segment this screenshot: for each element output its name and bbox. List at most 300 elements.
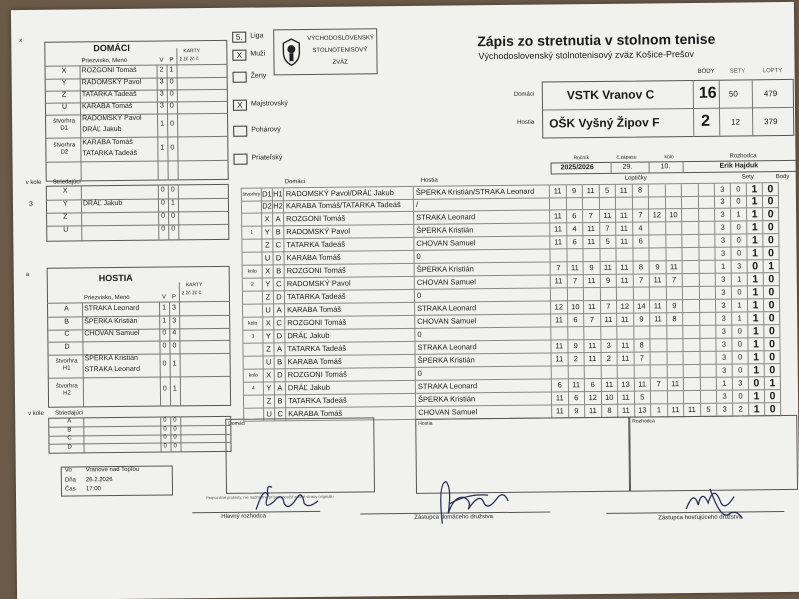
match-ball-score: 6 [567, 236, 584, 249]
match-ball-score: 6 [568, 314, 585, 327]
match-ball-score: 11 [618, 405, 635, 418]
match-ball-score [666, 222, 683, 235]
match-round [242, 213, 262, 226]
match-home-player: KARABA Tomáš [286, 355, 416, 369]
category-checkbox[interactable]: 5. [232, 32, 246, 43]
match-number-b: 10. [660, 163, 671, 171]
match-ball-score: 4 [633, 222, 650, 235]
match-ball-score: 11 [616, 236, 633, 249]
home-sub-wins: 0 [160, 186, 165, 194]
match-ball-score [650, 287, 667, 300]
match-round [242, 200, 262, 213]
page-subtitle: Východoslovenský stolnotenisový zväz Košice-Prešov [478, 48, 695, 62]
match-ball-score: 6 [633, 235, 650, 248]
match-home-player: ROZGONI Tomáš [286, 368, 416, 382]
match-ball-score [568, 366, 585, 379]
category-label: Priateľský [251, 154, 283, 162]
match-ball-score: 7 [600, 223, 617, 236]
category-checkbox[interactable] [233, 154, 247, 165]
match-sets-away: 3 [733, 377, 749, 390]
match-ball-score: 11 [550, 236, 567, 249]
match-home-code: U [264, 356, 275, 369]
match-home-player: KARABA Tomáš [285, 303, 415, 317]
match-ball-score: 9 [584, 262, 601, 275]
match-ball-score [649, 235, 666, 248]
match-away-player: / [414, 197, 550, 211]
remarks-away-label: Hostia [418, 420, 433, 427]
date-value: 26.2.2026 [85, 477, 113, 484]
time-label: Čas [64, 486, 76, 493]
match-ball-score: 11 [552, 392, 569, 405]
match-ball-score [618, 366, 635, 379]
away-player-code: D [64, 343, 70, 351]
category-label: Ženy [250, 72, 267, 80]
away-sub-code: D [67, 444, 72, 451]
match-round: štvorhry [242, 188, 262, 201]
match-ball-score: 5 [634, 391, 651, 404]
match-ball-score [683, 326, 700, 339]
match-ball-score: 11 [551, 314, 568, 327]
match-ball-score [682, 222, 699, 235]
match-round: 3 [243, 330, 263, 343]
match-home-code: U [262, 252, 273, 265]
match-home-code: X [264, 369, 275, 382]
match-ball-score [699, 248, 716, 261]
match-ball-score: 5 [599, 185, 616, 198]
away-sub-wins: 0 [163, 417, 167, 424]
home-sub-code: Y [62, 200, 68, 208]
match-ball-score: 11 [584, 275, 601, 288]
match-sets-away: 1 [732, 299, 748, 312]
home-doubles-losses: 0 [170, 144, 175, 152]
match-ball-score [616, 197, 633, 210]
away-balls: 379 [764, 117, 778, 127]
match-ball-score [633, 287, 650, 300]
category-label: Liga [250, 32, 264, 40]
match-ball-score: 11 [600, 210, 617, 223]
match-ball-score: 11 [616, 223, 633, 236]
match-away-code: H1 [273, 188, 284, 201]
home-player-wins: 2 [159, 66, 164, 74]
match-ball-score: 7 [633, 274, 650, 287]
match-away-player: 0 [414, 249, 550, 263]
match-ball-score: 7 [666, 274, 683, 287]
match-sets-home: 3 [717, 404, 733, 417]
match-ball-score: 5 [701, 404, 718, 417]
home-sub-code: Z [63, 213, 68, 221]
match-ball-score: 11 [584, 301, 601, 314]
match-ball-score [651, 352, 668, 365]
match-round: kolo [244, 369, 264, 382]
match-home-player: KARABA Tomáš [286, 407, 416, 421]
matches-sets-header: Sety [741, 174, 754, 181]
away-sub-code: B [67, 427, 72, 434]
match-ball-score [699, 261, 716, 274]
match-home-code: D2 [262, 200, 273, 213]
match-away-player: ŠPERKA Kristián [416, 392, 552, 406]
match-sets-away: 0 [733, 390, 749, 403]
home-player-losses: 1 [169, 66, 174, 74]
match-ball-score [699, 222, 716, 235]
matches-balls-header: Loptičky [624, 175, 647, 182]
home-doubles-losses: 0 [170, 120, 175, 128]
match-ball-score [683, 313, 700, 326]
match-away-player: CHOVAN Samuel [416, 405, 552, 419]
home-roster-title: DOMÁCI [93, 42, 130, 54]
body-col-header: BODY [697, 68, 715, 75]
match-away-player: STRAKA Leonard [415, 301, 551, 315]
match-ball-score: 11 [618, 392, 635, 405]
match-ball-score: 11 [583, 236, 600, 249]
home-sub-losses: 0 [171, 212, 176, 220]
match-away-player: CHOVAN Samuel [415, 314, 551, 328]
match-ball-score [700, 313, 717, 326]
home-doubles-code: štvorhra D2 [53, 142, 76, 156]
match-home-player: DRÁĽ Jakub [285, 329, 415, 343]
home-player-wins: 3 [159, 78, 164, 86]
away-sub-losses: 0 [173, 434, 177, 441]
away-p-header: P [171, 294, 176, 301]
match-ball-score [634, 365, 651, 378]
away-player-wins: 0 [162, 342, 167, 350]
away-points: 2 [701, 112, 711, 130]
match-ball-score [684, 378, 701, 391]
match-away-player: STRAKA Leonard [414, 210, 550, 224]
match-home-code: Z [263, 291, 274, 304]
away-cards-label: KARTY [185, 282, 203, 289]
match-ball-score: 12 [617, 301, 634, 314]
match-ball-score: 11 [617, 340, 634, 353]
match-points-home: 1 [748, 338, 764, 351]
match-points-away: 1 [765, 377, 781, 390]
match-sets-home: 3 [715, 235, 731, 248]
match-ball-score [667, 352, 684, 365]
match-points-home: 1 [747, 221, 763, 234]
match-ball-score [634, 326, 651, 339]
match-ball-score: 4 [567, 223, 584, 236]
category-label: Pohárový [251, 126, 281, 134]
away-roster-title: HOSTIA [98, 272, 133, 284]
match-ball-score: 7 [567, 275, 584, 288]
matches-home-header: Domáci [284, 179, 306, 186]
match-away-player: CHOVAN Samuel [414, 236, 550, 250]
match-points-away: 0 [764, 338, 780, 351]
matches-away-header: Hostia [420, 177, 438, 184]
match-ball-score: 9 [634, 313, 651, 326]
match-away-code: A [273, 213, 284, 226]
away-subs-round-label: v kole [28, 410, 44, 417]
away-player-wins: 1 [162, 317, 167, 325]
match-round [244, 395, 264, 408]
match-ball-score [683, 300, 700, 313]
away-sub-code: C [67, 435, 72, 442]
match-ball-score: 14 [634, 300, 651, 313]
home-sub-code: U [63, 226, 69, 234]
match-sets-home: 1 [717, 378, 733, 391]
match-ball-score: 6 [552, 379, 569, 392]
match-sets-home: 3 [716, 339, 732, 352]
away-signature-icon [680, 478, 751, 529]
match-sets-away: 0 [732, 325, 748, 338]
match-round [243, 343, 263, 356]
match-points-away: 0 [763, 195, 779, 208]
match-ball-score [651, 365, 668, 378]
match-round: 1 [242, 226, 262, 239]
match-ball-score [649, 222, 666, 235]
match-ball-score: 7 [633, 209, 650, 222]
away-player-losses: 3 [172, 316, 177, 324]
match-home-player: KARABA Tomáš [284, 251, 414, 265]
category-checkbox[interactable]: X [233, 100, 247, 111]
home-sub-losses: 0 [171, 225, 176, 233]
match-ball-score [551, 288, 568, 301]
match-points-home: 1 [747, 195, 763, 208]
sety-col-header: SETY [729, 68, 746, 75]
match-ball-score: 11 [550, 185, 567, 198]
match-home-code: X [263, 265, 274, 278]
match-sets-away: 0 [731, 221, 747, 234]
match-ball-score [552, 366, 569, 379]
match-home-code: X [262, 213, 273, 226]
match-sets-home: 3 [715, 209, 731, 222]
match-ball-score [667, 339, 684, 352]
match-ball-score: 8 [634, 339, 651, 352]
category-checkbox[interactable] [233, 126, 247, 137]
referee-label: Rozhodca [729, 153, 757, 160]
match-ball-score: 11 [568, 379, 585, 392]
match-points-away: 0 [764, 299, 780, 312]
match-home-player: KARABA Tomáš/TATARKA Tadeáš [284, 199, 414, 213]
away-player-code: A [64, 305, 69, 313]
match-sets-home: 3 [716, 300, 732, 313]
match-ball-score [666, 287, 683, 300]
away-player-name: ŠPERKA Kristián [84, 317, 138, 325]
match-points-away: 1 [764, 260, 780, 273]
match-points-home: 1 [749, 364, 765, 377]
match-home-player: ROZGONI Tomáš [284, 212, 414, 226]
match-round: kolo [243, 317, 263, 330]
match-round: kolo [243, 265, 263, 278]
federation-logo [273, 28, 377, 75]
match-ball-score [601, 327, 618, 340]
match-sets-away: 0 [733, 364, 749, 377]
match-ball-score [601, 366, 618, 379]
match-points-away: 0 [764, 273, 780, 286]
match-points-away: 0 [763, 247, 779, 260]
match-ball-score: 11 [552, 353, 569, 366]
match-points-home: 1 [749, 351, 765, 364]
signature-home-label: Zástupca domáceho družstva [414, 514, 494, 521]
match-points-home: 1 [749, 403, 765, 416]
match-ball-score [684, 391, 701, 404]
home-player-code: U [61, 103, 68, 111]
match-ball-score: 11 [550, 223, 567, 236]
home-player-code: Y [61, 79, 67, 87]
match-ball-score: 9 [650, 261, 667, 274]
match-home-player: TATARKA Tadeáš [284, 238, 414, 252]
match-ball-score: 2 [568, 353, 585, 366]
away-name-header: Priezvisko, Meno [83, 294, 130, 302]
match-points-away: 0 [763, 234, 779, 247]
round-label: kolo [664, 154, 674, 161]
match-away-code: C [275, 408, 286, 421]
match-points-home: 1 [747, 208, 763, 221]
match-sets-away: 1 [732, 273, 748, 286]
match-points-away: 0 [763, 183, 779, 196]
match-ball-score: 6 [585, 379, 602, 392]
match-points-away: 0 [763, 208, 779, 221]
match-round: 4 [244, 382, 264, 395]
home-player-name: RADOMSKÝ Pavol [81, 78, 142, 87]
match-ball-score: 11 [634, 378, 651, 391]
away-player-losses: 0 [172, 341, 177, 349]
match-ball-score: 10 [666, 209, 683, 222]
match-away-code: D [273, 252, 284, 265]
logo-line-3: ZVÄZ [332, 59, 348, 66]
match-sets-away: 2 [733, 403, 749, 416]
remarks-home-label: Domáci [228, 420, 246, 427]
match-ball-score: 11 [550, 210, 567, 223]
match-sets-home: 3 [717, 352, 733, 365]
match-points-home: 1 [748, 273, 764, 286]
home-player-name: TATARKA Tadeáš [81, 90, 137, 99]
away-doubles-losses: 1 [172, 360, 177, 368]
match-ball-score: 11 [616, 185, 633, 198]
match-ball-score: 11 [617, 314, 634, 327]
time-value: 17:00 [85, 486, 102, 493]
away-sub-losses: 0 [173, 443, 177, 450]
away-doubles-code: štvorhra H2 [56, 383, 78, 397]
home-team-name: VSTK Vranov C [566, 87, 655, 103]
subs-round-label: v kole [25, 179, 42, 186]
match-ball-score: 11 [583, 223, 600, 236]
match-home-player: ROZGONI Tomáš [285, 264, 415, 278]
match-sets-home: 3 [715, 196, 731, 209]
away-player-name: CHOVAN Samuel [84, 329, 140, 338]
match-round: 2 [243, 278, 263, 291]
match-sets-away: 3 [732, 260, 748, 273]
away-player-code: B [64, 318, 69, 326]
match-home-code: U [263, 304, 274, 317]
referee-name: Erik Hajduk [719, 162, 759, 170]
match-home-code: Y [263, 278, 274, 291]
home-player-wins: 3 [159, 102, 164, 110]
match-home-player: TATARKA Tadeáš [286, 394, 416, 408]
match-ball-score: 11 [585, 405, 602, 418]
season-value: 2025/2026 [560, 164, 594, 172]
match-home-code: Y [262, 226, 273, 239]
match-ball-score [698, 196, 715, 209]
logo-line-2: STOLNOTENISOVÝ [312, 47, 368, 54]
match-ball-score [585, 366, 602, 379]
match-away-code: A [274, 343, 285, 356]
home-doubles-name: KARABA Tomáš [82, 138, 133, 147]
signature-away-label: Zástupca hosťujúceho družstva [658, 514, 742, 522]
match-ball-score [584, 288, 601, 301]
away-doubles-name: STRAKA Leonard [84, 365, 141, 374]
match-ball-score: 9 [566, 185, 583, 198]
match-ball-score [568, 327, 585, 340]
match-ball-score [667, 365, 684, 378]
match-home-player: ROZGONI Tomáš [285, 316, 415, 330]
match-ball-score: 8 [602, 405, 619, 418]
home-doubles-wins: 1 [160, 120, 165, 128]
match-ball-score [666, 235, 683, 248]
home-player-name: ROZGONI Tomáš [81, 66, 137, 75]
season-label: Ročník [573, 155, 590, 162]
match-ball-score: 11 [552, 405, 569, 418]
match-ball-score [650, 339, 667, 352]
match-ball-score [649, 248, 666, 261]
match-ball-score: 9 [600, 275, 617, 288]
home-sub-code: X [62, 187, 68, 195]
match-ball-score: 11 [650, 313, 667, 326]
match-ball-score: 12 [585, 392, 602, 405]
match-round [242, 252, 262, 265]
home-sub-losses: 0 [170, 186, 175, 194]
match-ball-score: 8 [667, 313, 684, 326]
home-player-code: X [61, 67, 67, 75]
match-ball-score: 11 [668, 404, 685, 417]
match-ball-score: 7 [634, 352, 651, 365]
category-checkbox[interactable] [233, 72, 247, 83]
away-mark: a [25, 271, 30, 278]
match-points-home: 1 [748, 299, 764, 312]
match-ball-score: 13 [618, 379, 635, 392]
name-header: Priezvisko, Meno [81, 57, 128, 65]
away-team-label: Hostia [517, 119, 535, 126]
match-points-home: 1 [748, 286, 764, 299]
away-sub-losses: 0 [173, 417, 177, 424]
v-header: V [159, 57, 164, 64]
match-ball-score [633, 248, 650, 261]
match-ball-score [616, 249, 633, 262]
home-player-losses: 0 [169, 78, 174, 86]
match-ball-score [617, 327, 634, 340]
home-team-label: Domáci [513, 91, 535, 98]
home-doubles-name: RADOMSKÝ Pavol [82, 114, 142, 123]
away-player-losses: 3 [172, 304, 177, 312]
category-label: Majstrovský [250, 100, 288, 108]
match-points-away: 0 [763, 221, 779, 234]
away-sub-wins: 0 [163, 434, 167, 441]
match-home-code: Y [264, 382, 275, 395]
match-points-home: 1 [748, 312, 764, 325]
p-header: P [169, 57, 174, 64]
match-ball-score: 8 [633, 261, 650, 274]
match-sets-home: 3 [716, 274, 732, 287]
match-ball-score: 11 [617, 262, 634, 275]
category-checkbox[interactable]: X [232, 50, 246, 61]
match-ball-score: 3 [601, 340, 618, 353]
match-away-code: D [274, 291, 285, 304]
match-ball-score: 9 [667, 300, 684, 313]
match-sets-away: 0 [733, 351, 749, 364]
corner-mark: x [19, 37, 23, 45]
home-sub-name: DRÁĽ Jakub [82, 199, 123, 208]
match-away-player: STRAKA Leonard [415, 340, 551, 354]
signature-referee-label: Hlavný rozhodca [221, 513, 266, 520]
match-ball-score [699, 287, 716, 300]
away-sub-wins: 0 [163, 443, 167, 450]
match-points-home: 1 [747, 247, 763, 260]
page-title: Zápis zo stretnutia v stolnom tenise [477, 30, 716, 50]
away-cards-columns: ž žč žč č [181, 290, 202, 297]
match-away-code: B [274, 265, 285, 278]
match-ball-score: 11 [601, 379, 618, 392]
match-ball-score: 2 [601, 353, 618, 366]
signature-small-print: Propozičné protesty, nie nadmerné prístor, použiť zadné strany originálu [206, 493, 334, 501]
